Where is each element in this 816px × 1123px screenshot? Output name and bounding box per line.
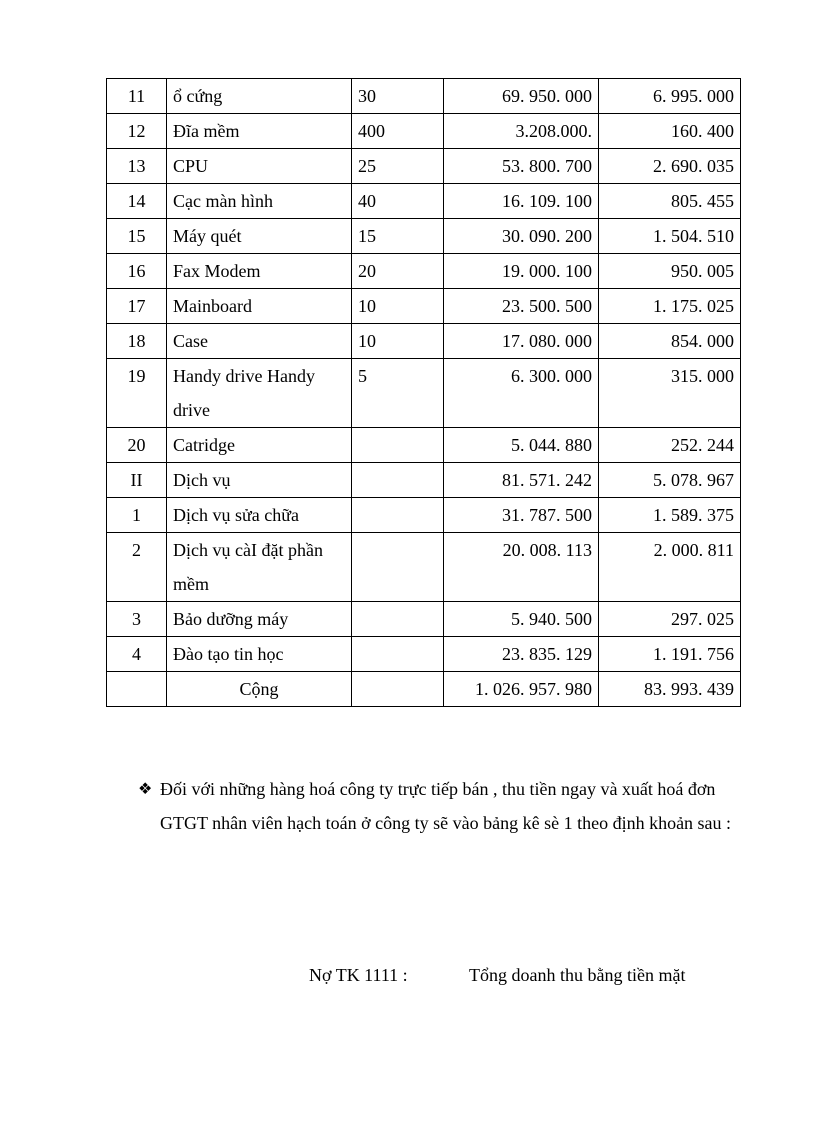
cell-name: Case	[167, 324, 352, 359]
cell-tax: 5. 078. 967	[599, 463, 741, 498]
cell-no: 17	[107, 289, 167, 324]
cell-tax: 950. 005	[599, 254, 741, 289]
cell-tax: 1. 589. 375	[599, 498, 741, 533]
total-tax: 83. 993. 439	[599, 672, 741, 707]
cell-no: 14	[107, 184, 167, 219]
cell-name: Máy quét	[167, 219, 352, 254]
table-row	[107, 602, 741, 637]
table-row	[107, 79, 741, 114]
cell-qty	[352, 637, 444, 672]
table-row	[107, 219, 741, 254]
table-row	[107, 254, 741, 289]
cell-tax: 160. 400	[599, 114, 741, 149]
cell-amount: 6. 300. 000	[444, 359, 599, 428]
cell-tax: 1. 175. 025	[599, 289, 741, 324]
cell-amount: 69. 950. 000	[444, 79, 599, 114]
cell-name: Dịch vụ sửa chữa	[167, 498, 352, 533]
table-row	[107, 324, 741, 359]
cell-qty	[352, 463, 444, 498]
cell-name: Cạc màn hình	[167, 184, 352, 219]
total-label: Cộng	[167, 672, 352, 707]
cell-no: 2	[107, 533, 167, 602]
cell-amount: 53. 800. 700	[444, 149, 599, 184]
cell-tax: 2. 000. 811	[599, 533, 741, 602]
cell-name: CPU	[167, 149, 352, 184]
cell-qty	[352, 428, 444, 463]
cell-name: Handy drive Handy drive	[167, 359, 352, 428]
ledger-body	[107, 79, 741, 707]
entry-description: Tổng doanh thu bằng tiền mặt	[469, 965, 686, 985]
cell-name: Đào tạo tin học	[167, 637, 352, 672]
cell-no: 11	[107, 79, 167, 114]
cell-name: Dịch vụ càI đặt phần mềm	[167, 533, 352, 602]
cell-name: Catridge	[167, 428, 352, 463]
table-row	[107, 359, 741, 428]
cell-tax: 1. 504. 510	[599, 219, 741, 254]
cell-no	[107, 672, 167, 707]
table-row	[107, 114, 741, 149]
cell-amount: 19. 000. 100	[444, 254, 599, 289]
cell-tax: 1. 191. 756	[599, 637, 741, 672]
total-amount: 1. 026. 957. 980	[444, 672, 599, 707]
cell-amount: 20. 008. 113	[444, 533, 599, 602]
cell-tax: 315. 000	[599, 359, 741, 428]
cell-no: 15	[107, 219, 167, 254]
cell-amount: 31. 787. 500	[444, 498, 599, 533]
cell-no: 12	[107, 114, 167, 149]
cell-tax: 297. 025	[599, 602, 741, 637]
cell-no: II	[107, 463, 167, 498]
cell-qty: 5	[352, 359, 444, 428]
cell-amount: 23. 500. 500	[444, 289, 599, 324]
diamond-bullet-icon: ❖	[138, 779, 153, 798]
cell-qty: 10	[352, 289, 444, 324]
table-row	[107, 637, 741, 672]
cell-qty	[352, 533, 444, 602]
cell-amount: 17. 080. 000	[444, 324, 599, 359]
cell-tax: 854. 000	[599, 324, 741, 359]
table-row	[107, 289, 741, 324]
cell-amount: 30. 090. 200	[444, 219, 599, 254]
cell-no: 18	[107, 324, 167, 359]
note-paragraph	[138, 772, 738, 840]
cell-qty: 25	[352, 149, 444, 184]
cell-amount: 5. 940. 500	[444, 602, 599, 637]
cell-name: Mainboard	[167, 289, 352, 324]
cell-tax: 805. 455	[599, 184, 741, 219]
cell-name: Đĩa mềm	[167, 114, 352, 149]
cell-no: 19	[107, 359, 167, 428]
cell-no: 3	[107, 602, 167, 637]
cell-no: 4	[107, 637, 167, 672]
table-row	[107, 184, 741, 219]
cell-amount: 3.208.000.	[444, 114, 599, 149]
cell-qty	[352, 602, 444, 637]
note-text: Đối với những hàng hoá công ty trực tiếp bán , thu tiền ngay và xuất hoá đơn GTGT nhân viên hạch toán ở công ty sẽ vào bảng kê sè 1 theo định khoản sau :	[160, 779, 732, 833]
cell-qty: 30	[352, 79, 444, 114]
cell-amount: 23. 835. 129	[444, 637, 599, 672]
total-row	[107, 672, 741, 707]
table-row	[107, 498, 741, 533]
cell-tax: 2. 690. 035	[599, 149, 741, 184]
table-row	[107, 149, 741, 184]
cell-qty	[352, 672, 444, 707]
cell-name: Bảo dưỡng máy	[167, 602, 352, 637]
cell-tax: 6. 995. 000	[599, 79, 741, 114]
table-row	[107, 463, 741, 498]
cell-no: 1	[107, 498, 167, 533]
cell-no: 16	[107, 254, 167, 289]
cell-qty: 20	[352, 254, 444, 289]
cell-name: Fax Modem	[167, 254, 352, 289]
cell-qty: 15	[352, 219, 444, 254]
cell-no: 13	[107, 149, 167, 184]
cell-qty: 400	[352, 114, 444, 149]
cell-qty: 10	[352, 324, 444, 359]
table-row	[107, 428, 741, 463]
cell-name: Dịch vụ	[167, 463, 352, 498]
cell-name: ổ cứng	[167, 79, 352, 114]
table-row	[107, 533, 741, 602]
cell-tax: 252. 244	[599, 428, 741, 463]
ledger-table	[106, 78, 741, 707]
cell-amount: 5. 044. 880	[444, 428, 599, 463]
debit-account: Nợ TK 1111 :	[309, 965, 408, 985]
cell-amount: 16. 109. 100	[444, 184, 599, 219]
cell-qty: 40	[352, 184, 444, 219]
cell-amount: 81. 571. 242	[444, 463, 599, 498]
cell-no: 20	[107, 428, 167, 463]
cell-qty	[352, 498, 444, 533]
